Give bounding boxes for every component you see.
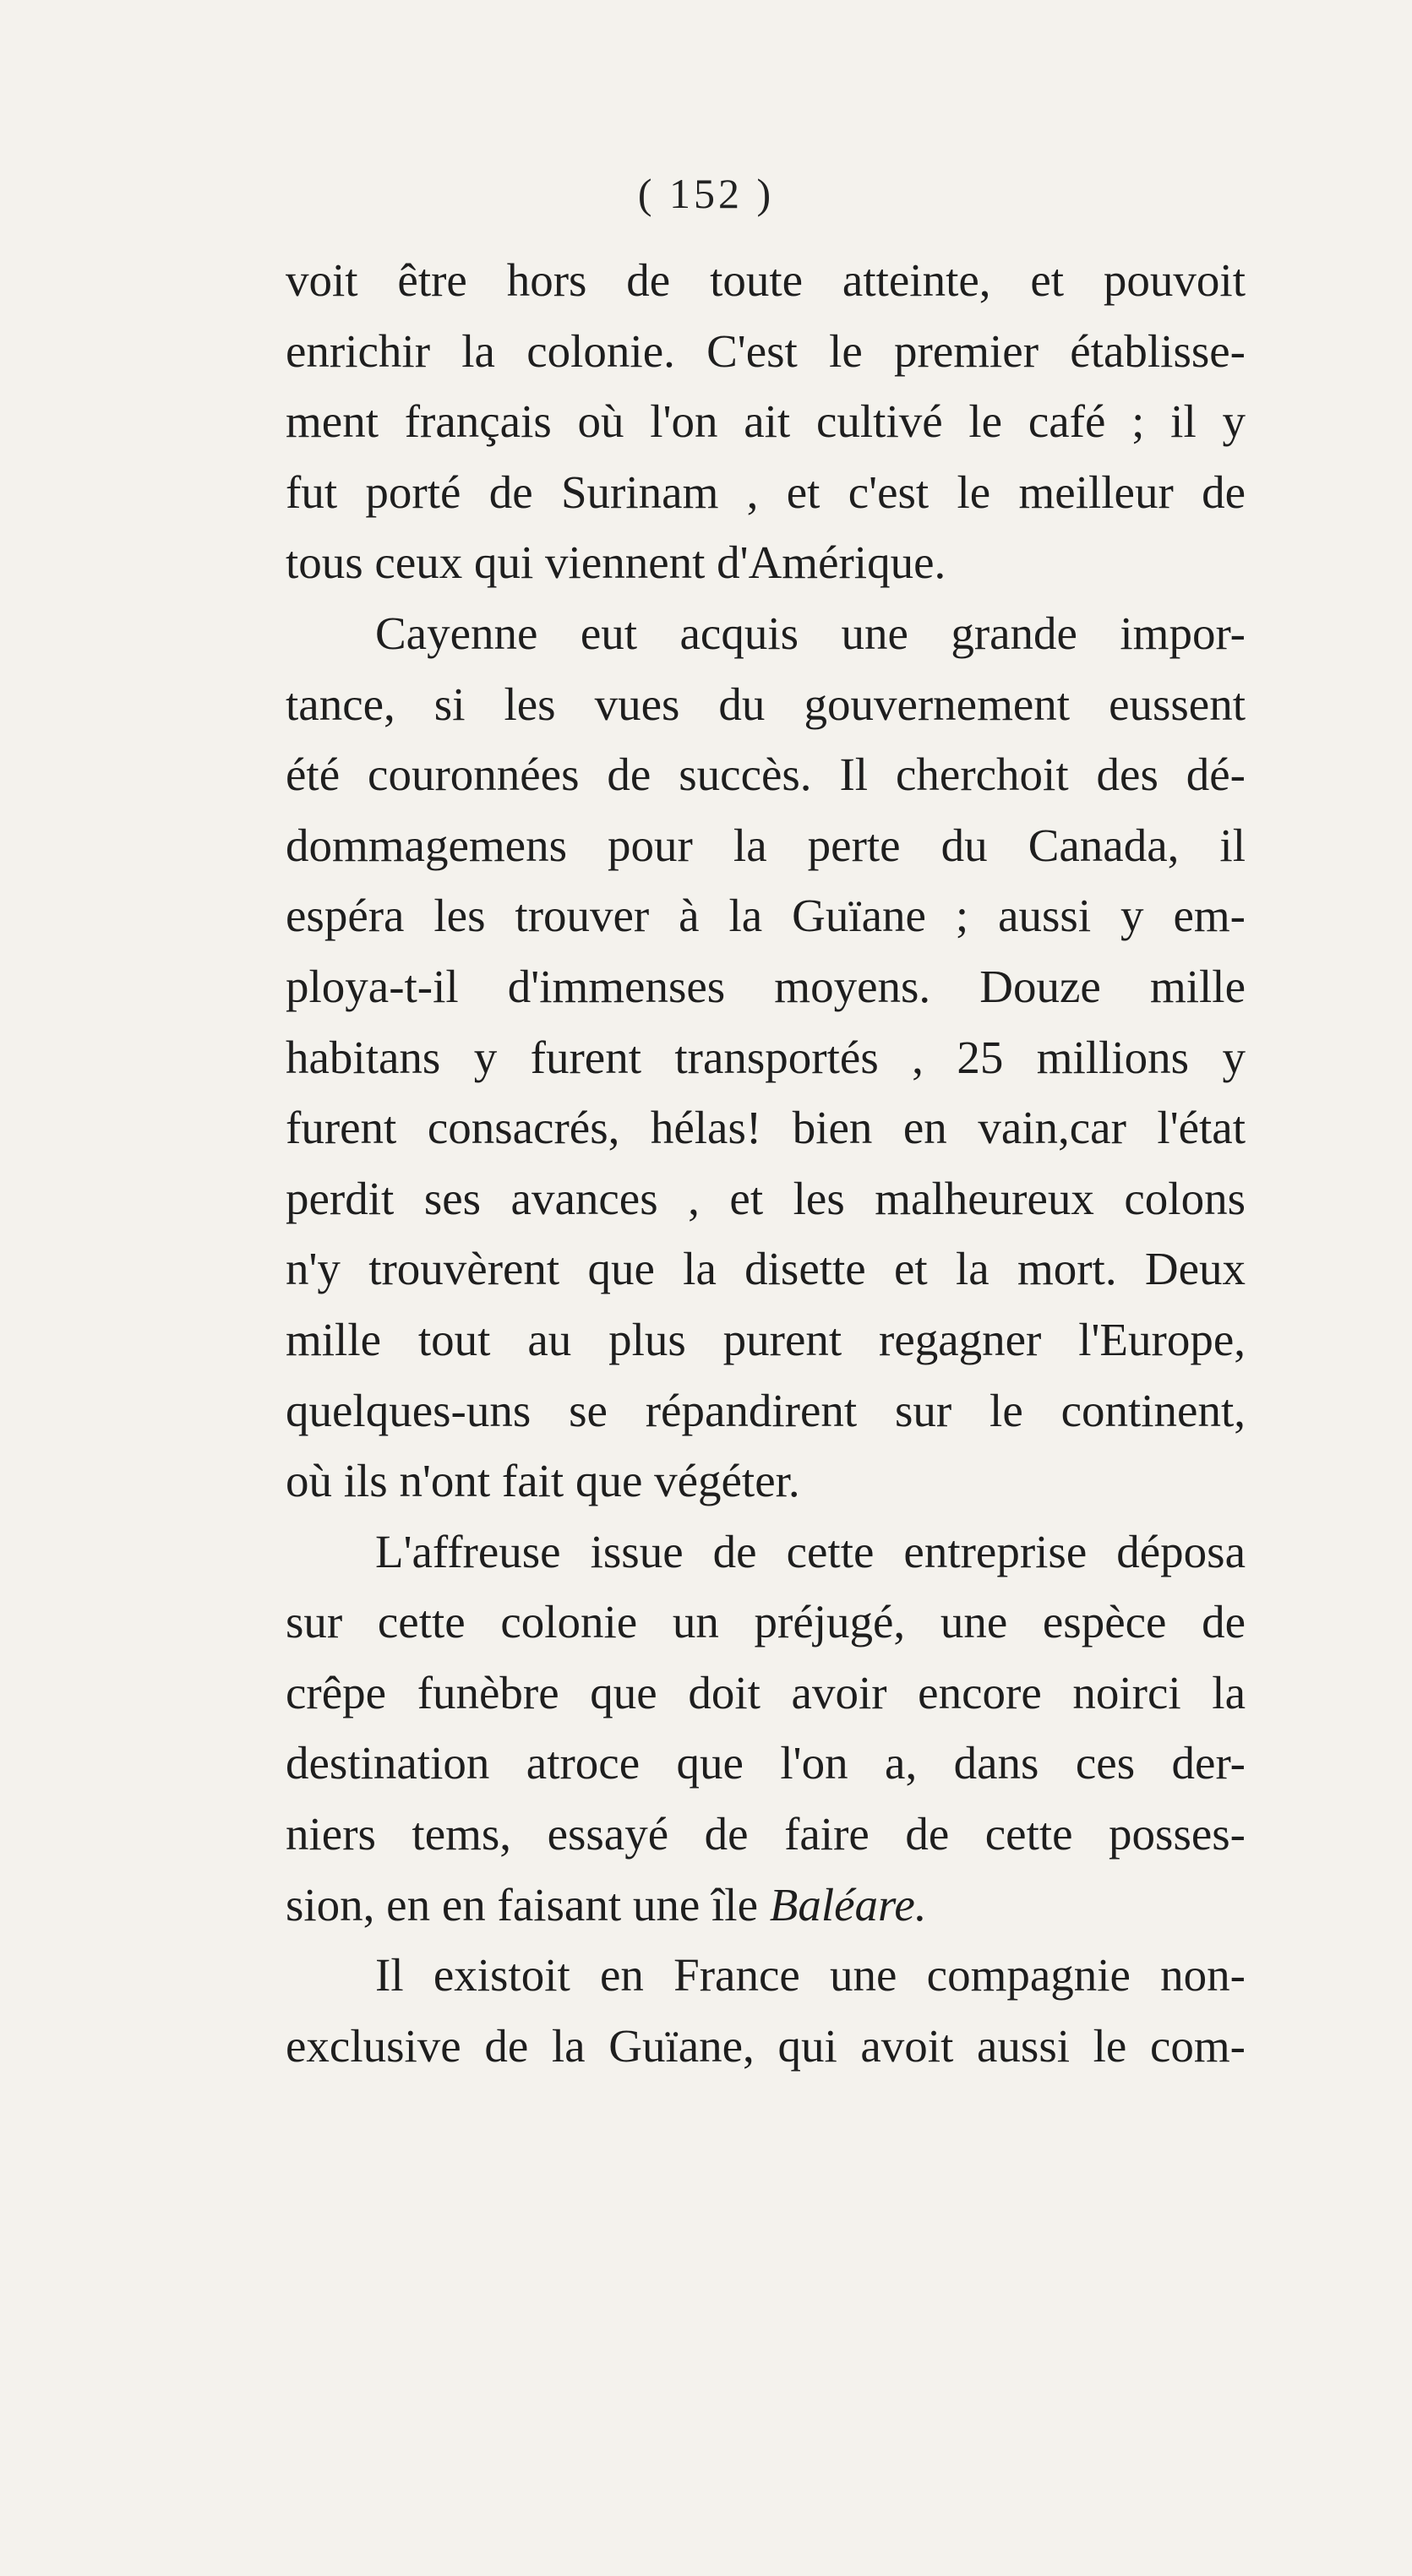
text-line: niers tems, essayé de faire de cette posses- [286,1808,1246,1860]
text-line: Cayenne eut acquis une grande impor- [375,607,1246,659]
text-line: Il existoit en France une compagnie non- [375,1949,1246,2001]
text-line: perdit ses avances , et les malheureux colons [286,1172,1246,1224]
text-fragment: sion, en en faisant une île [286,1878,770,1931]
text-line: habitans y furent transportés , 25 millions y [286,1031,1246,1083]
text-line: tous ceux qui viennent d'Amérique. [286,536,946,589]
text-line: n'y trouvèrent que la disette et la mort. Deux [286,1243,1246,1295]
text-line: fut porté de Surinam , et c'est le meilleur de [286,466,1246,518]
italic-word: Baléare. [769,1878,927,1931]
text-line: tance, si les vues du gouvernement eussent [286,678,1246,730]
text-line: enrichir la colonie. C'est le premier établisse- [286,324,1246,377]
text-line: crêpe funèbre que doit avoir encore noirci la [286,1666,1246,1718]
text-line: quelques-uns se répandirent sur le continent, [286,1384,1246,1436]
text-line: ment français où l'on ait cultivé le café ; il y [286,395,1246,448]
text-line: dommagemens pour la perte du Canada, il [286,819,1246,871]
text-line: sur cette colonie un préjugé, une espèce de [286,1596,1246,1648]
text-line [286,1870,1246,1941]
page-number: ( 152 ) [637,170,775,217]
text-line: destination atroce que l'on a, dans ces der- [286,1737,1246,1789]
body-text [286,245,1246,2081]
text-line: espéra les trouver à la Guïane ; aussi y em- [286,890,1246,942]
text-line: furent consacrés, hélas! bien en vain,car l'état [286,1102,1246,1154]
text-line: où ils n'ont fait que végéter. [286,1455,800,1507]
text-line: mille tout au plus purent regagner l'Europe, [286,1313,1246,1365]
text-line: L'affreuse issue de cette entreprise déposa [375,1525,1246,1577]
text-line: été couronnées de succès. Il cherchoit des dé- [286,749,1246,801]
text-line: exclusive de la Guïane, qui avoit aussi le com- [286,2019,1246,2072]
text-line: ploya-t-il d'immenses moyens. Douze mille [286,960,1246,1012]
text-line: voit être hors de toute atteinte, et pouvoit [286,254,1246,306]
